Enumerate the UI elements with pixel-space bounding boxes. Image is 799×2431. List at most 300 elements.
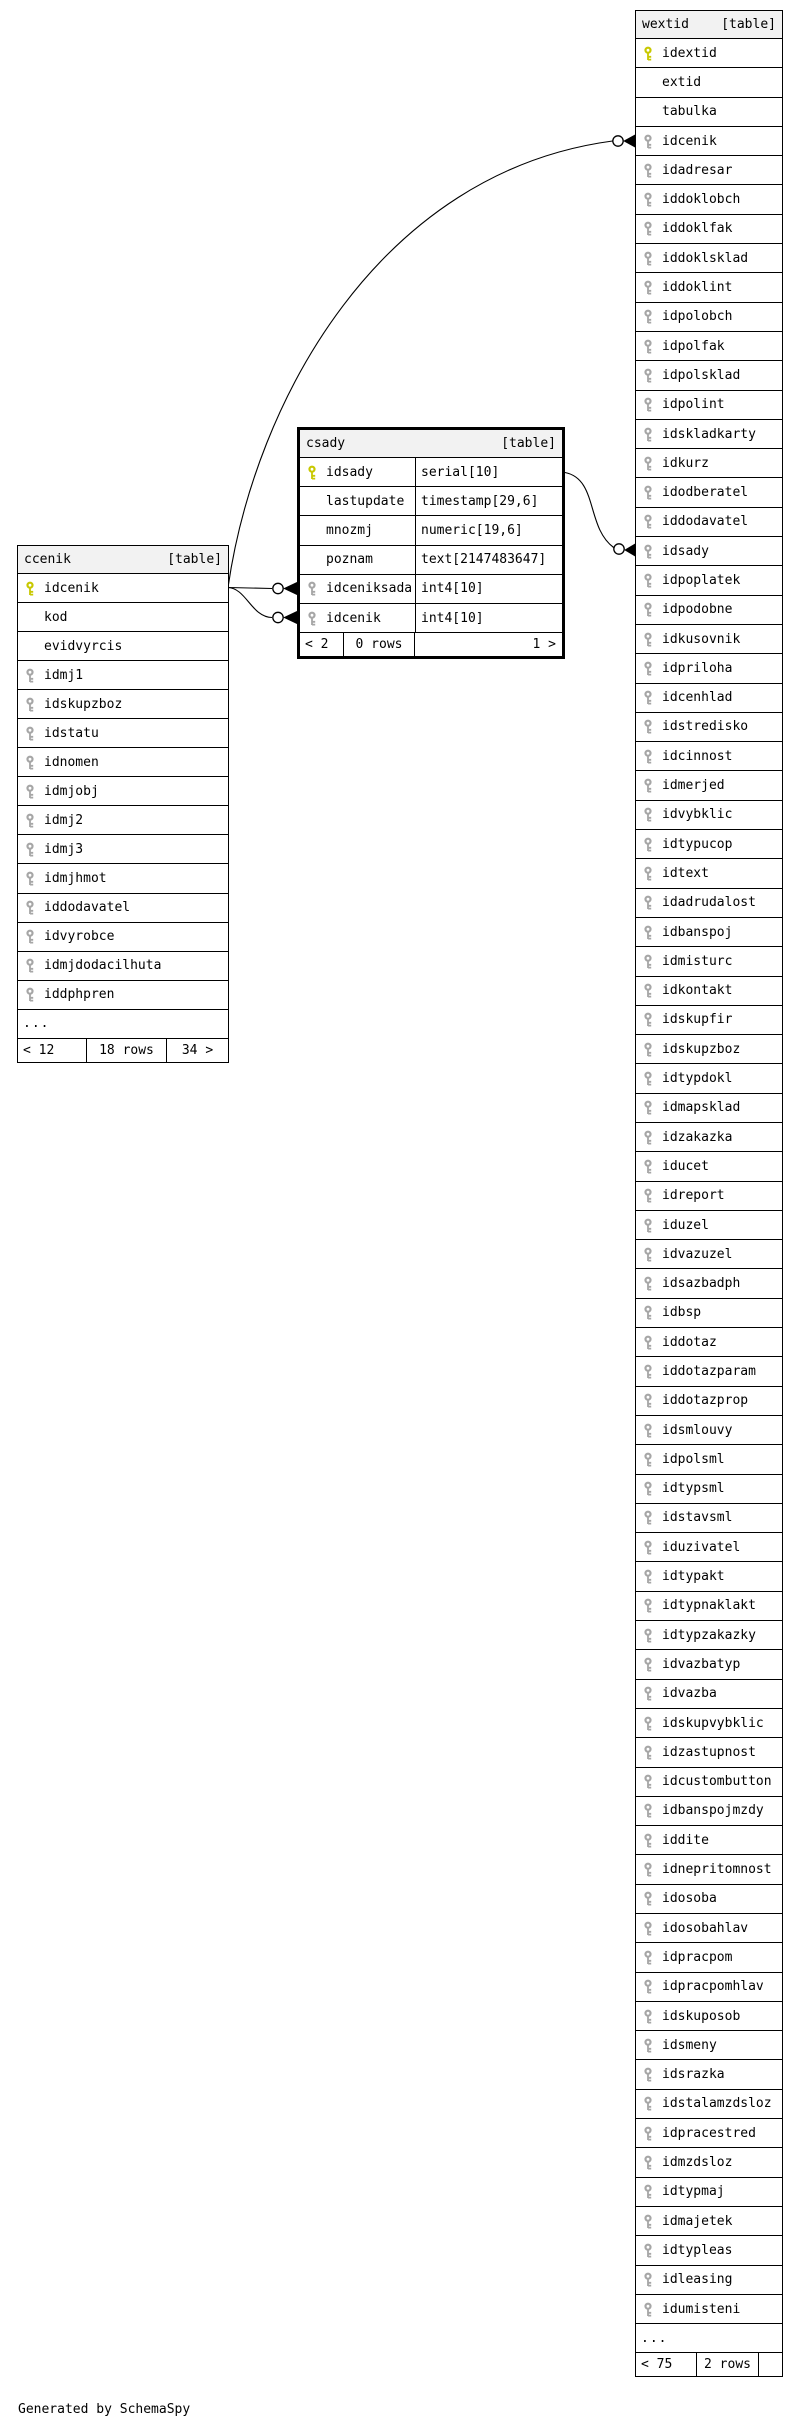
foreign-key-icon: [642, 339, 654, 354]
foreign-key-icon: [642, 2038, 654, 2053]
column-name: idreport: [662, 1188, 725, 1204]
foreign-key-icon: [642, 1803, 654, 1818]
column-row-idtypucop: [636, 830, 782, 859]
column-row-idcinnost: [636, 742, 782, 771]
column-name: idstredisko: [662, 719, 749, 735]
column-row-idskupzboz: [636, 1035, 782, 1064]
footer-children-count: [300, 633, 344, 656]
ellipsis-label: ...: [23, 1016, 50, 1032]
column-name: idmjobj: [44, 783, 99, 799]
footer-parents-count: [759, 2353, 782, 2376]
foreign-key-icon: [642, 778, 654, 793]
foreign-key-icon: [642, 2067, 654, 2082]
foreign-key-icon: [642, 1569, 654, 1584]
column-name: idtypakt: [662, 1569, 725, 1585]
foreign-key-icon: [642, 251, 654, 266]
column-row-idpoplatek: [636, 566, 782, 595]
footer-text: < 75: [641, 2357, 673, 2373]
column-name: idmerjed: [662, 778, 725, 794]
foreign-key-icon: [642, 1071, 654, 1086]
column-row-idpodobne: [636, 596, 782, 625]
column-name: idvazbatyp: [662, 1656, 741, 1672]
column-name: idcenik: [662, 133, 717, 149]
column-row-iddoklsklad: [636, 244, 782, 273]
column-row-idmj1: [18, 661, 228, 690]
column-name: idmzdsloz: [662, 2155, 733, 2171]
column-row-idmj2: [18, 806, 228, 835]
column-row-idceniksada: [300, 575, 562, 604]
foreign-key-icon: [642, 1774, 654, 1789]
column-row-idumisteni: [636, 2295, 782, 2324]
column-row-idskuposob: [636, 2002, 782, 2031]
column-type: serial[10]: [415, 458, 562, 486]
column-name: idsazbadph: [662, 1276, 741, 1292]
foreign-key-icon: [306, 611, 318, 626]
column-name: idtypdokl: [662, 1071, 733, 1087]
column-row-idsrazka: [636, 2060, 782, 2089]
foreign-key-icon: [642, 1335, 654, 1350]
column-row-idmerjed: [636, 771, 782, 800]
column-name: idskuposob: [662, 2008, 741, 2024]
foreign-key-icon: [642, 983, 654, 998]
relationship-ccenik-idcenik-to-csady-idceniksada: [228, 582, 298, 596]
foreign-key-icon: [642, 1921, 654, 1936]
column-name: idtypucop: [662, 836, 733, 852]
column-name: idpoplatek: [662, 572, 741, 588]
table-ccenik: [17, 545, 229, 1063]
column-name: idnepritomnost: [662, 1862, 772, 1878]
column-name: idcenik: [326, 610, 381, 626]
column-row-idextid: [636, 39, 782, 68]
footer-text: 1 >: [532, 637, 556, 653]
column-name: poznam: [326, 552, 373, 568]
foreign-key-icon: [24, 958, 36, 973]
column-name: iddoklfak: [662, 221, 733, 237]
foreign-key-icon: [642, 2126, 654, 2141]
column-name: idadresar: [662, 162, 733, 178]
column-name: idskladkarty: [662, 426, 756, 442]
column-row-idpriloha: [636, 654, 782, 683]
column-name: idpolint: [662, 397, 725, 413]
column-row-idtext: [636, 859, 782, 888]
generator-caption: Generated by SchemaSpy: [18, 2402, 191, 2417]
column-row-idvybklic: [636, 801, 782, 830]
primary-key-icon: [306, 465, 318, 480]
column-name: idodberatel: [662, 485, 749, 501]
foreign-key-icon: [642, 1393, 654, 1408]
column-name: idleasing: [662, 2272, 733, 2288]
footer-text: < 2: [305, 637, 329, 653]
column-name: iddotazprop: [662, 1393, 749, 1409]
column-name: idvyrobce: [44, 929, 115, 945]
footer-text: 0 rows: [355, 637, 403, 653]
foreign-key-icon: [642, 1657, 654, 1672]
table-csady: [297, 427, 565, 659]
column-row-idosobahlav: [636, 1914, 782, 1943]
column-name: idstatu: [44, 725, 99, 741]
foreign-key-icon: [642, 2184, 654, 2199]
column-name: iddoklint: [662, 280, 733, 296]
foreign-key-icon: [24, 697, 36, 712]
column-row-idpolobch: [636, 303, 782, 332]
column-name: idmjhmot: [44, 870, 107, 886]
column-row-idvyrobce: [18, 923, 228, 952]
foreign-key-icon: [642, 368, 654, 383]
foreign-key-icon: [642, 163, 654, 178]
column-row-idstatu: [18, 719, 228, 748]
column-name: iddodavatel: [662, 514, 749, 530]
column-row-iddotazprop: [636, 1387, 782, 1416]
table-title: csady: [306, 436, 346, 451]
primary-key-icon: [642, 46, 654, 61]
foreign-key-icon: [24, 929, 36, 944]
foreign-key-icon: [642, 280, 654, 295]
footer-text: 2 rows: [704, 2357, 751, 2373]
foreign-key-icon: [642, 397, 654, 412]
foreign-key-icon: [642, 1510, 654, 1525]
column-name: idskupzboz: [662, 1041, 741, 1057]
column-row-idvazuzel: [636, 1240, 782, 1269]
foreign-key-icon: [642, 690, 654, 705]
column-name: idpracpom: [662, 1949, 733, 1965]
column-name: idpracpomhlav: [662, 1979, 764, 1995]
column-type: int4[10]: [415, 604, 562, 632]
footer-text: 34 >: [181, 1042, 214, 1058]
column-name: idtypzakazky: [662, 1627, 756, 1643]
column-row-idcenik: [300, 604, 562, 633]
foreign-key-icon: [642, 2272, 654, 2287]
foreign-key-icon: [642, 925, 654, 940]
table-type-label: [table]: [501, 436, 556, 451]
column-name: kod: [44, 609, 68, 625]
foreign-key-icon: [642, 1833, 654, 1848]
column-row-idstavsml: [636, 1504, 782, 1533]
column-row-idtypakt: [636, 1562, 782, 1591]
foreign-key-icon: [642, 514, 654, 529]
column-row-idmjdodacilhuta: [18, 952, 228, 981]
column-name: idcenik: [44, 580, 99, 596]
column-row-iducet: [636, 1152, 782, 1181]
column-name: idextid: [662, 45, 717, 61]
column-row-idkusovnik: [636, 625, 782, 654]
column-name: iddodavatel: [44, 900, 131, 916]
column-row-iddotazparam: [636, 1357, 782, 1386]
column-row-idpolfak: [636, 332, 782, 361]
column-row-idbanspojmzdy: [636, 1797, 782, 1826]
column-name: mnozmj: [326, 522, 373, 538]
column-row-poznam: [300, 546, 562, 575]
column-row-idleasing: [636, 2266, 782, 2295]
column-row-idbsp: [636, 1299, 782, 1328]
foreign-key-icon: [642, 456, 654, 471]
column-row-idcenik: [18, 574, 228, 603]
column-row-idtypnaklakt: [636, 1592, 782, 1621]
column-name: iddotazparam: [662, 1364, 756, 1379]
column-row-idsady: [636, 537, 782, 566]
foreign-key-icon: [642, 1130, 654, 1145]
foreign-key-icon: [642, 1188, 654, 1203]
column-row-evidvyrcis: [18, 632, 228, 661]
column-row-tabulka: [636, 98, 782, 127]
column-row-idpolint: [636, 391, 782, 420]
column-row-idbanspoj: [636, 918, 782, 947]
foreign-key-icon: [24, 668, 36, 683]
column-row-iddite: [636, 1826, 782, 1855]
foreign-key-icon: [642, 1452, 654, 1467]
column-row-idsmeny: [636, 2031, 782, 2060]
foreign-key-icon: [642, 661, 654, 676]
foreign-key-icon: [24, 813, 36, 828]
column-name: extid: [662, 74, 702, 90]
zero-cardinality-circle: [613, 136, 623, 146]
foreign-key-icon: [642, 221, 654, 236]
column-row-idpolsml: [636, 1445, 782, 1474]
foreign-key-icon: [642, 1891, 654, 1906]
foreign-key-icon: [642, 1950, 654, 1965]
column-name: idzastupnost: [662, 1744, 756, 1760]
column-row-idadresar: [636, 156, 782, 185]
column-row-idpolsklad: [636, 361, 782, 390]
column-name: idvazuzel: [662, 1246, 733, 1262]
column-name: idtext: [662, 865, 709, 881]
column-name: tabulka: [662, 104, 717, 120]
column-name: iddoklsklad: [662, 250, 749, 266]
foreign-key-icon: [642, 1159, 654, 1174]
column-row-iddoklobch: [636, 185, 782, 214]
foreign-key-icon: [642, 2155, 654, 2170]
foreign-key-icon: [24, 726, 36, 741]
column-name: idkontakt: [662, 983, 733, 999]
column-name: idkurz: [662, 455, 709, 471]
column-name: idpodobne: [662, 602, 733, 618]
footer-text: 18 rows: [99, 1042, 154, 1058]
column-name: idsady: [662, 543, 709, 559]
foreign-key-icon: [642, 954, 654, 969]
column-row-idmj3: [18, 835, 228, 864]
column-row-mnozmj: [300, 516, 562, 545]
table-footer: [300, 633, 562, 656]
relationship-line: [565, 473, 614, 548]
foreign-key-icon: [642, 837, 654, 852]
foreign-key-icon: [24, 871, 36, 886]
column-name: iddotaz: [662, 1334, 717, 1350]
column-name: idsrazka: [662, 2067, 725, 2083]
column-type: numeric[19,6]: [415, 516, 562, 544]
foreign-key-icon: [642, 1540, 654, 1555]
table-type-label: [table]: [721, 17, 776, 32]
column-row-idtypmaj: [636, 2178, 782, 2207]
column-name: iddoklobch: [662, 192, 741, 208]
column-row-idmjobj: [18, 777, 228, 806]
foreign-key-icon: [642, 2302, 654, 2317]
foreign-key-icon: [642, 1247, 654, 1262]
column-name: idpolsklad: [662, 367, 741, 383]
column-row-iddodavatel: [636, 508, 782, 537]
column-row-idosoba: [636, 1885, 782, 1914]
footer-parents-count: [415, 633, 562, 656]
column-row-idkurz: [636, 449, 782, 478]
foreign-key-icon: [642, 1042, 654, 1057]
foreign-key-icon: [306, 581, 318, 596]
column-name: idmajetek: [662, 2213, 733, 2229]
column-row-iddphpren: [18, 981, 228, 1010]
table-wextid: [635, 10, 783, 2377]
foreign-key-icon: [24, 755, 36, 770]
column-row-idtypdokl: [636, 1064, 782, 1093]
column-row-iduzel: [636, 1211, 782, 1240]
zero-cardinality-circle: [614, 544, 624, 554]
column-row-iddotaz: [636, 1328, 782, 1357]
column-row-iddoklfak: [636, 215, 782, 244]
relationship-ccenik-idcenik-to-csady-idcenik: [228, 588, 298, 625]
foreign-key-icon: [642, 1686, 654, 1701]
foreign-key-icon: [24, 900, 36, 915]
footer-rows-count: [87, 1039, 167, 1062]
column-name: idvazba: [662, 1686, 717, 1702]
column-name: idmapsklad: [662, 1100, 741, 1116]
column-row-idstalamzdsloz: [636, 2090, 782, 2119]
column-row-idstredisko: [636, 713, 782, 742]
foreign-key-icon: [24, 784, 36, 799]
column-row-idpracpom: [636, 1943, 782, 1972]
column-name: idskupfir: [662, 1012, 733, 1028]
column-name: idpriloha: [662, 660, 733, 676]
table-header: [636, 11, 782, 39]
column-row-idsady: [300, 458, 562, 487]
column-name: evidvyrcis: [44, 638, 123, 654]
footer-parents-count: [167, 1039, 228, 1062]
foreign-key-icon: [642, 632, 654, 647]
foreign-key-icon: [642, 573, 654, 588]
zero-cardinality-circle: [273, 612, 283, 622]
column-row-idmisturc: [636, 947, 782, 976]
column-row-idskupfir: [636, 1006, 782, 1035]
footer-rows-count: [344, 633, 415, 656]
column-name: idcinnost: [662, 748, 733, 764]
foreign-key-icon: [642, 309, 654, 324]
column-name: lastupdate: [326, 493, 405, 509]
column-row-lastupdate: [300, 487, 562, 516]
foreign-key-icon: [642, 427, 654, 442]
foreign-key-icon: [642, 1012, 654, 1027]
truncated-columns-row: [636, 2324, 782, 2353]
column-row-idsazbadph: [636, 1269, 782, 1298]
column-row-extid: [636, 68, 782, 97]
foreign-key-icon: [642, 749, 654, 764]
foreign-key-icon: [642, 544, 654, 559]
column-name: idpolsml: [662, 1451, 725, 1467]
column-name: idmj1: [44, 667, 84, 683]
column-name: idceniksada: [326, 581, 413, 597]
foreign-key-icon: [642, 1423, 654, 1438]
truncated-columns-row: [18, 1010, 228, 1039]
column-name: idskupvybklic: [662, 1715, 764, 1731]
foreign-key-icon: [642, 1481, 654, 1496]
foreign-key-icon: [642, 2009, 654, 2024]
foreign-key-icon: [642, 895, 654, 910]
column-row-idsmlouvy: [636, 1416, 782, 1445]
column-name: idtypsml: [662, 1481, 725, 1497]
column-name: idkusovnik: [662, 631, 741, 647]
column-row-idmajetek: [636, 2207, 782, 2236]
column-row-kod: [18, 603, 228, 632]
foreign-key-icon: [642, 2096, 654, 2111]
foreign-key-icon: [642, 134, 654, 149]
column-name: idsmlouvy: [662, 1422, 733, 1438]
foreign-key-icon: [642, 1745, 654, 1760]
column-name: iduzel: [662, 1217, 709, 1233]
column-name: idmisturc: [662, 953, 733, 969]
column-name: idcenhlad: [662, 690, 733, 706]
column-row-idtypzakazky: [636, 1621, 782, 1650]
foreign-key-icon: [642, 1598, 654, 1613]
table-footer: [636, 2353, 782, 2376]
column-name: idmj3: [44, 841, 84, 857]
column-row-idvazba: [636, 1680, 782, 1709]
table-footer: [18, 1039, 228, 1062]
column-name: idpolfak: [662, 338, 725, 354]
column-name: idvybklic: [662, 807, 733, 823]
column-name: idbanspojmzdy: [662, 1803, 764, 1819]
footer-text: < 12: [23, 1042, 55, 1058]
table-header: [18, 546, 228, 574]
foreign-key-icon: [642, 1100, 654, 1115]
column-name: idtypmaj: [662, 2184, 725, 2200]
column-name: idskupzboz: [44, 696, 123, 712]
column-row-idmapsklad: [636, 1094, 782, 1123]
foreign-key-icon: [642, 1305, 654, 1320]
column-name: idosoba: [662, 1891, 717, 1907]
foreign-key-icon: [642, 1716, 654, 1731]
column-name: idtypnaklakt: [662, 1598, 756, 1614]
column-row-idkontakt: [636, 977, 782, 1006]
column-row-idmzdsloz: [636, 2148, 782, 2177]
table-header: [300, 430, 562, 458]
foreign-key-icon: [642, 602, 654, 617]
foreign-key-icon: [642, 1979, 654, 1994]
column-type: timestamp[29,6]: [415, 487, 562, 515]
column-name: idumisteni: [662, 2301, 741, 2317]
foreign-key-icon: [24, 842, 36, 857]
column-row-idcenhlad: [636, 684, 782, 713]
column-name: idosobahlav: [662, 1920, 749, 1936]
column-row-idreport: [636, 1182, 782, 1211]
column-name: iddphpren: [44, 987, 115, 1003]
column-name: iddite: [662, 1832, 709, 1848]
foreign-key-icon: [642, 2243, 654, 2258]
column-row-idtypsml: [636, 1475, 782, 1504]
relationship-csady-idsady-to-wextid-idsady: [565, 473, 636, 558]
footer-children-count: [18, 1039, 87, 1062]
column-row-idcustombutton: [636, 1768, 782, 1797]
column-name: idsmeny: [662, 2037, 717, 2053]
column-name: iducet: [662, 1158, 709, 1174]
foreign-key-icon: [642, 485, 654, 500]
column-name: idpracestred: [662, 2125, 756, 2141]
foreign-key-icon: [642, 1276, 654, 1291]
foreign-key-icon: [642, 866, 654, 881]
column-row-idzastupnost: [636, 1738, 782, 1767]
column-row-idadrudalost: [636, 889, 782, 918]
column-row-idcenik: [636, 127, 782, 156]
column-row-iddodavatel: [18, 894, 228, 923]
footer-children-count: [636, 2353, 697, 2376]
column-type: text[2147483647]: [415, 546, 562, 574]
column-row-iddoklint: [636, 273, 782, 302]
column-name: idsady: [326, 464, 373, 480]
column-row-idpracpomhlav: [636, 1973, 782, 2002]
column-name: idadrudalost: [662, 895, 756, 911]
